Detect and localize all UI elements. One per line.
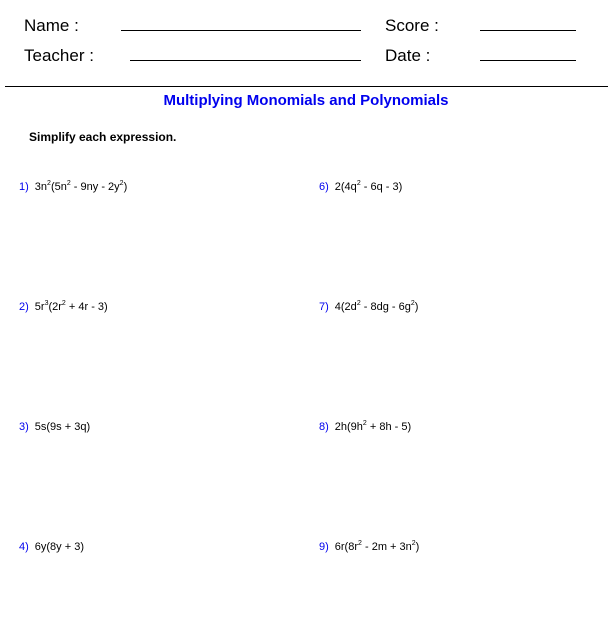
expression-term: - 6q - 3)	[360, 181, 403, 193]
exponent: 2	[356, 300, 361, 307]
problem-6	[319, 180, 402, 194]
problem-expression	[35, 301, 108, 313]
expression-term: 6r(8r	[334, 541, 359, 553]
problem-expression	[335, 181, 403, 193]
expression-term: + 4r - 3)	[65, 301, 108, 313]
date-blank-line[interactable]	[480, 60, 576, 61]
expression-term: + 8h - 5)	[366, 421, 412, 433]
problem-number: 8)	[319, 421, 329, 433]
expression-term: - 8dg - 6g	[360, 301, 411, 313]
exponent: 2	[358, 540, 362, 547]
date-label: Date :	[385, 46, 431, 65]
problem-number: 6)	[319, 181, 329, 193]
teacher-label: Teacher :	[24, 46, 94, 65]
problem-number: 9)	[319, 541, 329, 553]
exponent: 2	[362, 420, 367, 427]
expression-term: - 2m + 3n	[361, 541, 412, 553]
problem-number: 1)	[19, 181, 29, 193]
problem-expression	[35, 541, 84, 553]
expression-term: 4(2d	[334, 301, 357, 313]
name-blank-line[interactable]	[121, 30, 361, 31]
exponent: 2	[119, 180, 124, 187]
problem-expression	[335, 421, 411, 433]
problem-4	[19, 540, 84, 554]
problem-number: 3)	[19, 421, 29, 433]
expression-term: 2(4q	[334, 181, 357, 193]
expression-term: (2r	[48, 301, 62, 313]
header-divider	[5, 86, 608, 87]
problem-1	[19, 180, 127, 194]
instructions: Simplify each expression.	[29, 130, 177, 144]
exponent: 2	[411, 540, 416, 547]
exponent: 2	[47, 180, 51, 187]
problem-9	[319, 540, 419, 554]
problem-expression	[335, 541, 420, 553]
expression-term: 5s(9s + 3q)	[34, 421, 91, 433]
problem-2	[19, 300, 108, 314]
expression-term: )	[123, 181, 128, 193]
exponent: 2	[61, 300, 66, 307]
problem-8	[319, 420, 411, 434]
teacher-blank-line[interactable]	[130, 60, 361, 61]
problem-expression	[335, 301, 419, 313]
exponent: 2	[356, 180, 361, 187]
problem-3	[19, 420, 90, 434]
expression-term: - 9ny - 2y	[70, 181, 120, 193]
expression-term: (5n	[50, 181, 67, 193]
exponent: 2	[410, 300, 415, 307]
score-blank-line[interactable]	[480, 30, 576, 31]
expression-term: )	[415, 541, 420, 553]
score-label: Score :	[385, 16, 439, 35]
expression-term: 6y(8y + 3)	[34, 541, 84, 553]
expression-term: 5r	[34, 301, 45, 313]
problem-7	[319, 300, 418, 314]
expression-term: )	[414, 301, 419, 313]
problem-number: 2)	[19, 301, 29, 313]
expression-term: 2h(9h	[334, 421, 363, 433]
exponent: 2	[66, 180, 71, 187]
problem-number: 4)	[19, 541, 29, 553]
problem-expression	[35, 421, 90, 433]
name-label: Name :	[24, 16, 79, 35]
exponent: 3	[44, 300, 49, 307]
expression-term: 3n	[34, 181, 48, 193]
worksheet-title: Multiplying Monomials and Polynomials	[163, 92, 449, 109]
problem-number: 7)	[319, 301, 329, 313]
problem-expression	[35, 181, 127, 193]
